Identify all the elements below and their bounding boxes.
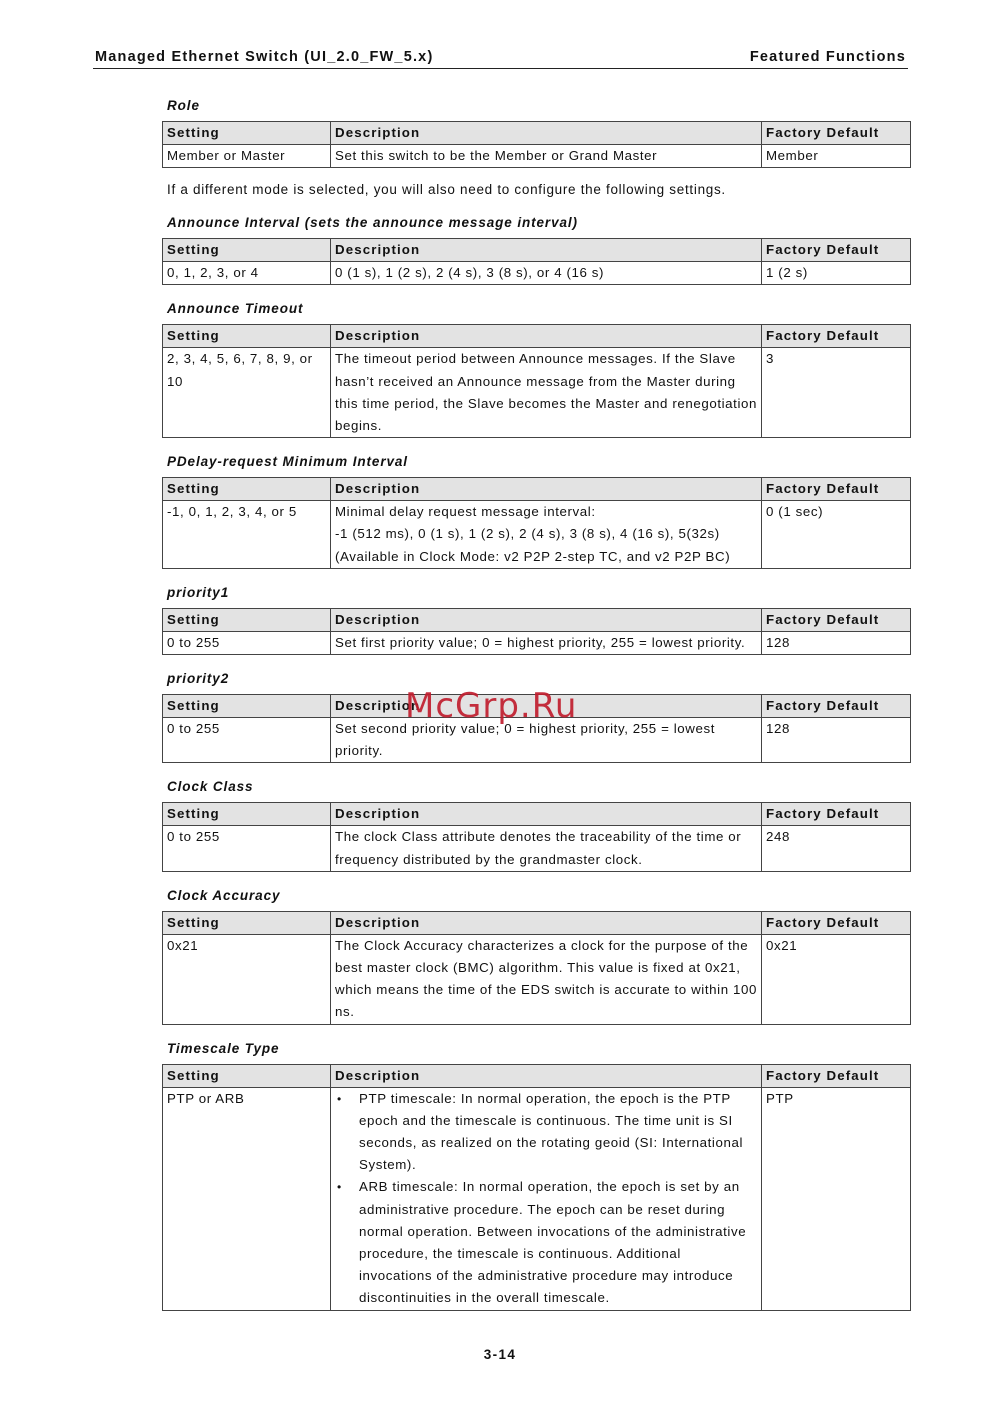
table-row <box>163 826 911 871</box>
default-cell: PTP <box>762 1087 911 1310</box>
factory-default-header: Factory Default <box>762 695 911 718</box>
list-item: • PTP timescale: In normal operation, the epoch is the PTP epoch and the timescale is continuous. The time unit is SI seconds, as realized on the rotating geoid (SI: International System). <box>335 1088 757 1177</box>
default-cell: 0 (1 sec) <box>762 501 911 569</box>
default-cell: 128 <box>762 631 911 654</box>
description-header: Description <box>331 608 762 631</box>
default-cell: 248 <box>762 826 911 871</box>
clock-class-table <box>162 802 911 871</box>
setting-cell: 0x21 <box>163 934 331 1024</box>
clock-class-title: Clock Class <box>167 779 254 795</box>
default-cell: Member <box>762 145 911 168</box>
description-header: Description <box>331 325 762 348</box>
setting-cell: 0 to 255 <box>163 631 331 654</box>
table-header-row <box>163 608 911 631</box>
default-cell: 128 <box>762 718 911 763</box>
setting-cell: -1, 0, 1, 2, 3, 4, or 5 <box>163 501 331 569</box>
timescale-title: Timescale Type <box>167 1040 280 1056</box>
timescale-bullet-list <box>335 1088 757 1310</box>
setting-header: Setting <box>163 122 331 145</box>
table-row <box>163 501 911 569</box>
announce-interval-table <box>162 238 911 285</box>
setting-header: Setting <box>163 239 331 262</box>
description-cell: The clock Class attribute denotes the traceability of the time or frequency distributed by the grandmaster clock. <box>331 826 762 871</box>
table-header-row <box>163 325 911 348</box>
page-header <box>93 47 908 69</box>
factory-default-header: Factory Default <box>762 478 911 501</box>
default-cell: 1 (2 s) <box>762 262 911 285</box>
setting-header: Setting <box>163 325 331 348</box>
setting-cell: 0 to 255 <box>163 826 331 871</box>
factory-default-header: Factory Default <box>762 911 911 934</box>
table-row <box>163 348 911 438</box>
description-header: Description <box>331 911 762 934</box>
pdelay-table <box>162 477 911 569</box>
pdelay-title: PDelay-request Minimum Interval <box>167 454 408 470</box>
document-title: Managed Ethernet Switch (UI_2.0_FW_5.x) <box>95 49 434 65</box>
watermark: McGrp.Ru <box>405 686 578 726</box>
page-number: 3-14 <box>483 1347 517 1362</box>
setting-header: Setting <box>163 695 331 718</box>
announce-timeout-title: Announce Timeout <box>167 301 304 317</box>
setting-header: Setting <box>163 803 331 826</box>
setting-header: Setting <box>163 911 331 934</box>
setting-cell: 0, 1, 2, 3, or 4 <box>163 262 331 285</box>
factory-default-header: Factory Default <box>762 325 911 348</box>
table-row <box>163 262 911 285</box>
list-item: • ARB timescale: In normal operation, the epoch is set by an administrative procedure. The epoch can be reset during normal operation. Between invocations of the administrative procedure, the timescale is continuous. Additional invocations of the administrative procedure may introduce discontinuities in the overall timescale. <box>335 1176 757 1309</box>
factory-default-header: Factory Default <box>762 803 911 826</box>
priority1-title: priority1 <box>167 584 230 600</box>
setting-cell: PTP or ARB <box>163 1087 331 1310</box>
table-row <box>163 934 911 1024</box>
description-line: Minimal delay request message interval: <box>335 504 596 520</box>
factory-default-header: Factory Default <box>762 239 911 262</box>
table-header-row <box>163 803 911 826</box>
description-cell: The timeout period between Announce messages. If the Slave hasn’t received an Announce message from the Master during this time period, the Slave becomes the Master and renegotiation begins. <box>331 348 762 438</box>
role-title: Role <box>167 98 200 113</box>
role-table <box>162 121 911 168</box>
table-row <box>163 1087 911 1310</box>
description-cell <box>331 1087 762 1310</box>
table-header-row <box>163 122 911 145</box>
description-cell: 0 (1 s), 1 (2 s), 2 (4 s), 3 (8 s), or 4 (16 s) <box>331 262 762 285</box>
mode-note: If a different mode is selected, you will also need to configure the following settings. <box>167 182 726 198</box>
table-header-row <box>163 911 911 934</box>
announce-interval-title: Announce Interval (sets the announce message interval) <box>167 215 578 231</box>
description-header: Description <box>331 239 762 262</box>
description-header: Description <box>331 122 762 145</box>
priority1-table <box>162 608 911 655</box>
description-cell: Set first priority value; 0 = highest priority, 255 = lowest priority. <box>331 631 762 654</box>
description-cell: Set second priority value; 0 = highest priority, 255 = lowest priority. <box>331 718 762 763</box>
table-row <box>163 631 911 654</box>
description-cell: The Clock Accuracy characterizes a clock for the purpose of the best master clock (BMC) algorithm. This value is fixed at 0x21, which means the time of the EDS switch is accurate to within 100 ns. <box>331 934 762 1024</box>
setting-cell: 0 to 255 <box>163 718 331 763</box>
setting-header: Setting <box>163 478 331 501</box>
setting-header: Setting <box>163 608 331 631</box>
description-header: Description <box>331 478 762 501</box>
timescale-table <box>162 1064 911 1311</box>
factory-default-header: Factory Default <box>762 1064 911 1087</box>
setting-header: Setting <box>163 1064 331 1087</box>
table-header-row <box>163 239 911 262</box>
setting-cell: 2, 3, 4, 5, 6, 7, 8, 9, or 10 <box>163 348 331 438</box>
description-header: Description <box>331 695 762 718</box>
factory-default-header: Factory Default <box>762 122 911 145</box>
setting-cell: Member or Master <box>163 145 331 168</box>
description-cell: Set this switch to be the Member or Grand Master <box>331 145 762 168</box>
priority2-title: priority2 <box>167 671 230 687</box>
description-cell <box>331 501 762 569</box>
chapter-title: Featured Functions <box>749 49 906 65</box>
factory-default-header: Factory Default <box>762 608 911 631</box>
clock-accuracy-title: Clock Accuracy <box>167 887 281 903</box>
table-header-row <box>163 478 911 501</box>
description-header: Description <box>331 1064 762 1087</box>
description-header: Description <box>331 803 762 826</box>
description-line: -1 (512 ms), 0 (1 s), 1 (2 s), 2 (4 s), 3 (8 s), 4 (16 s), 5(32s) <box>335 526 720 542</box>
clock-accuracy-table <box>162 911 911 1025</box>
description-line: (Available in Clock Mode: v2 P2P 2-step TC, and v2 P2P BC) <box>335 548 731 564</box>
default-cell: 0x21 <box>762 934 911 1024</box>
table-row <box>163 145 911 168</box>
default-cell: 3 <box>762 348 911 438</box>
table-header-row <box>163 1064 911 1087</box>
announce-timeout-table <box>162 324 911 438</box>
